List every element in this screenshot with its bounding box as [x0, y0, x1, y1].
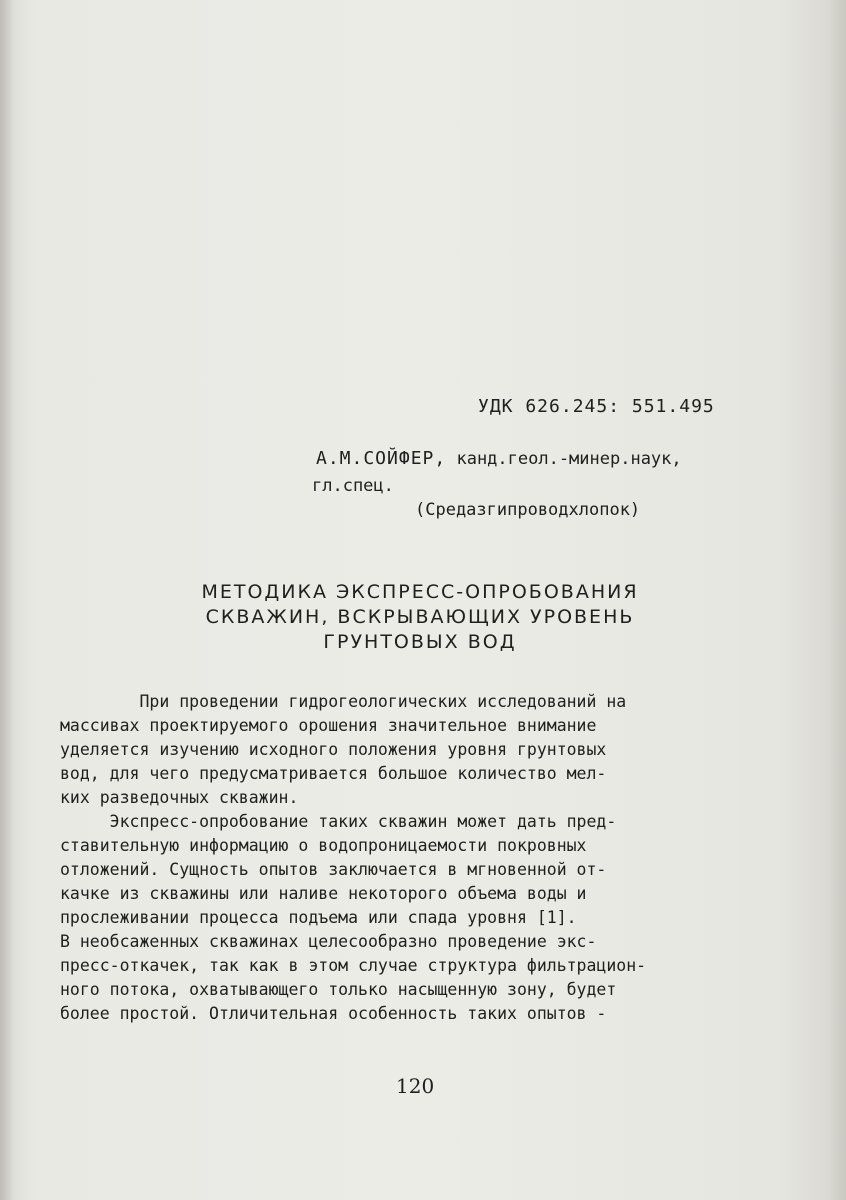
body-line: Экспресс-опробование таких скважин может дать пред- — [60, 812, 617, 831]
page-right-edge — [828, 0, 846, 1200]
page-number: 120 — [396, 1074, 435, 1098]
body-line: ного потока, охватывающего только насыщенную зону, будет — [60, 980, 617, 999]
author-degree: канд.геол.-минер.наук, — [456, 449, 682, 469]
author-line — [316, 448, 682, 469]
body-line: уделяется изучению исходного положения уровня грунтовых — [60, 740, 607, 759]
body-line: прослеживании процесса подъема или спада уровня [1]. — [60, 908, 577, 927]
body-line: более простой. Отличительная особенность таких опытов - — [60, 1004, 607, 1023]
body-text — [60, 690, 800, 1026]
author-name: А.М.СОЙФЕР, — [316, 448, 447, 469]
organization: (Средазгипроводхлопок) — [415, 500, 641, 520]
body-line: пресс-откачек, так как в этом случае структура фильтрацион- — [60, 956, 647, 975]
title-line: МЕТОДИКА ЭКСПРЕСС-ОПРОБОВАНИЯ — [201, 581, 639, 603]
author-position: гл.спец. — [312, 476, 394, 496]
udk-code: УДК 626.245: 551.495 — [478, 396, 715, 417]
title-line: ГРУНТОВЫХ ВОД — [323, 631, 517, 653]
body-line: В необсаженных скважинах целесообразно проведение экс- — [60, 932, 597, 951]
title-line: СКВАЖИН, ВСКРЫВАЮЩИХ УРОВЕНЬ — [205, 606, 635, 628]
body-line: массивах проектируемого орошения значительное внимание — [60, 716, 597, 735]
article-title — [150, 580, 690, 655]
body-line: вод, для чего предусматривается большое количество мел- — [60, 764, 607, 783]
body-line: ставительную информацию о водопроницаемости покровных — [60, 836, 587, 855]
body-line: качке из скважины или наливе некоторого объема воды и — [60, 884, 587, 903]
page-left-shadow — [0, 0, 14, 1200]
body-line: ких разведочных скважин. — [60, 788, 299, 807]
body-line: При проведении гидрогеологических исследований на — [60, 692, 627, 711]
body-line: отложений. Сущность опытов заключается в мгновенной от- — [60, 860, 607, 879]
